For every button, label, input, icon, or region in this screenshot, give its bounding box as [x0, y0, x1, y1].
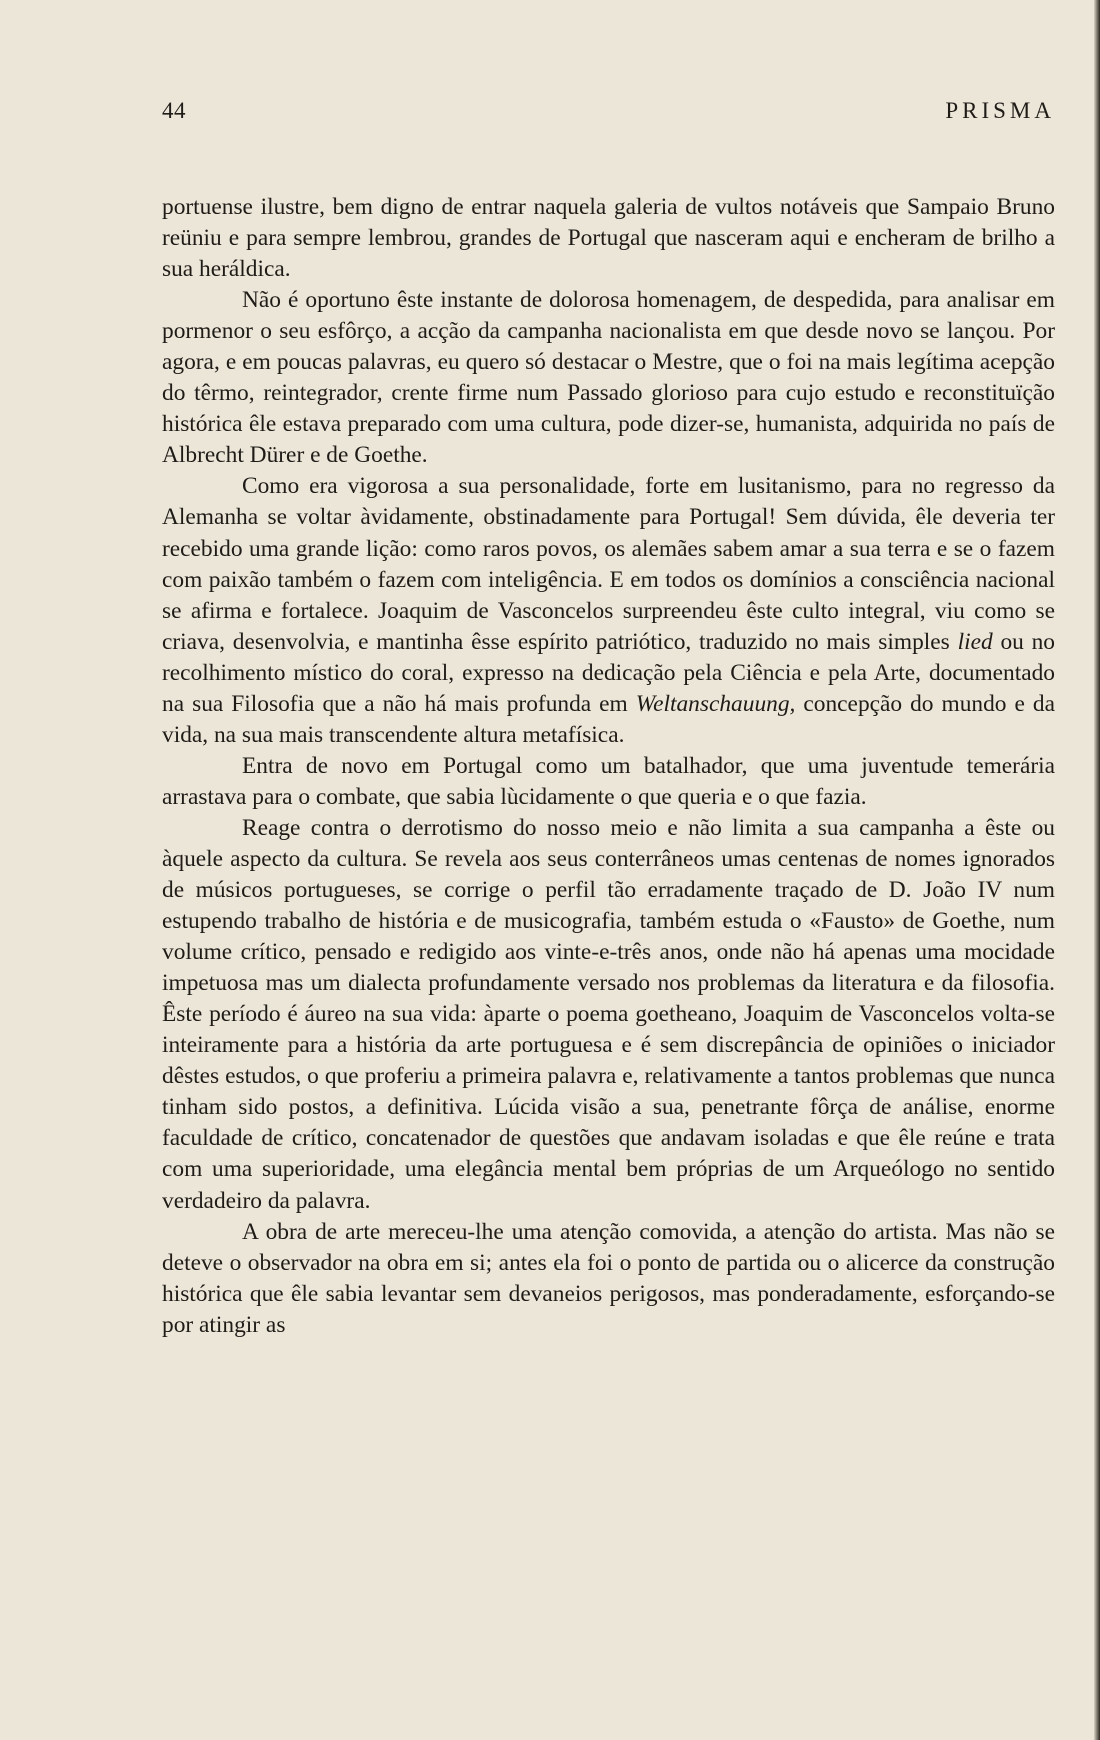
- journal-title: PRISMA: [945, 98, 1055, 123]
- paragraph-text: ou no recolhimento místico do coral, expresso na dedicação pela Ciência e pela Arte, documentado na sua Filosofia que a não há mais profunda em: [162, 628, 1056, 717]
- paragraph-3: [162, 471, 1055, 750]
- paragraph-1: [162, 192, 1055, 285]
- paragraph-6: [162, 1217, 1055, 1341]
- paragraph-5: [162, 813, 1055, 1217]
- running-head: [162, 98, 1055, 138]
- paragraph-text: portuense ilustre, bem digno de entrar naquela galeria de vultos notáveis que Sampaio Bruno reüniu e para sempre lembrou, grandes de Portugal que nasceram aqui e encheram de brilho a sua heráldica.: [162, 194, 1055, 283]
- paragraph-text: Entra de novo em Portugal como um batalhador, que uma juventude temerária arrastava para o combate, que sabia lùcidamente o que queria e o que fazia.: [162, 752, 1055, 810]
- italic-term-lied: lied: [957, 628, 993, 655]
- paragraph-2: [162, 285, 1055, 471]
- paragraph-text: A obra de arte mereceu-lhe uma atenção comovida, a atenção do artista. Mas não se deteve o observador na obra em si; antes ela foi o ponto de partida ou o alicerce da construção histórica que êle sabia levantar sem devaneios perigosos, mas ponderadamente, esforçando-se por atingir as: [162, 1218, 1055, 1338]
- paragraph-4: [162, 751, 1055, 813]
- paragraph-text: Como era vigorosa a sua personalidade, forte em lusitanismo, para no regresso da Alemanha se voltar àvidamente, obstinadamente para Portugal! Sem dúvida, êle deveria ter recebido uma grande lição: como raros povos, os alemães sabem amar a sua terra e se o fazem com paixão também o fazem com inteligência. E em todos os domínios a consciência nacional se afirma e fortalece. Joaquim de Vasconcelos surpreendeu êste culto integral, viu como se criava, desenvolvia, e mantinha êsse espírito patriótico, traduzido no mais simples: [162, 473, 1055, 655]
- paragraph-text: concepção do mundo e da vida, na sua mais transcendente altura metafísica.: [162, 690, 1055, 748]
- paragraph-text: Reage contra o derrotismo do nosso meio e não limita a sua campanha a êste ou àquele aspecto da cultura. Se revela aos seus conterrâneos umas centenas de nomes ignorados de músicos portugueses, se corrige o perfil tão erradamente traçado de D. João IV num estupendo trabalho de história e de musicografia, também estuda o «Fausto» de Goethe, num volume crítico, pensado e redigido aos vinte-e-três anos, onde não há apenas uma mocidade impetuosa mas um dialecta profundamente versado nos problemas da literatura e da filosofia. Êste período é áureo na sua vida: àparte o poema goetheano, Joaquim de Vasconcelos volta-se inteiramente para a história da arte portuguesa e é sem discrepância de opiniões o iniciador dêstes estudos, o que proferiu a primeira palavra e, relativamente a tantos problemas que nunca tinham sido postos, a definitiva. Lúcida visão a sua, penetrante fôrça de análise, enorme faculdade de crítico, concatenador de questões que andavam isoladas e que êle reúne e trata com uma superioridade, uma elegância mental bem próprias de um Arqueólogo no sentido verdadeiro da palavra.: [162, 814, 1055, 1214]
- body-text: [162, 192, 1055, 1341]
- page-number: 44: [162, 98, 186, 123]
- page-edge-shadow: [1094, 0, 1100, 1740]
- italic-term-weltanschauung: Weltanschauung,: [635, 690, 796, 717]
- paragraph-text: Não é oportuno êste instante de dolorosa homenagem, de despedida, para analisar em pormenor o seu esfôrço, a acção da campanha nacionalista em que desde novo se lançou. Por agora, e em poucas palavras, eu quero só destacar o Mestre, que o foi na mais legítima acepção do têrmo, reintegrador, crente firme num Passado glorioso para cujo estudo e reconstituïção histórica êle estava preparado com uma cultura, pode dizer-se, humanista, adquirida no país de Albrecht Dürer e de Goethe.: [162, 287, 1055, 469]
